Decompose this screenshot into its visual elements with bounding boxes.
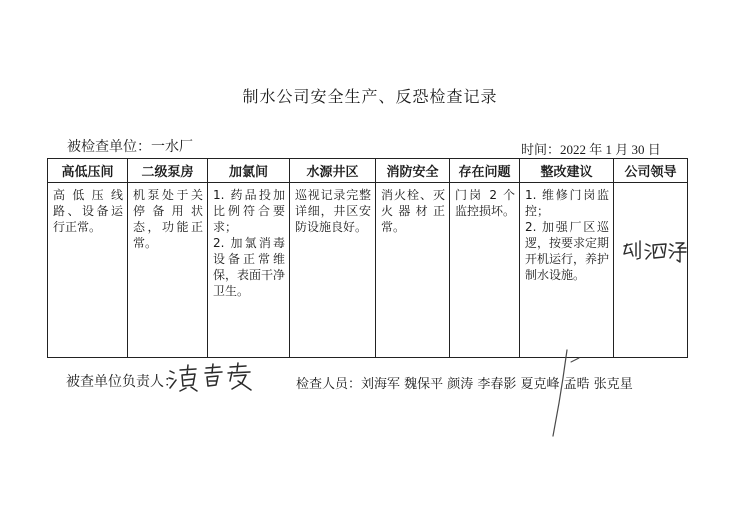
cell-pump-room-text: 机泵处于关停备用状态，功能正常。: [133, 188, 203, 250]
time-label: 时间：: [521, 143, 561, 158]
responsible-person: [66, 371, 178, 391]
inspectors-label: 检查人员：: [296, 377, 362, 392]
inspected-unit-label: 被检查单位：: [67, 139, 151, 155]
cell-well-area-text: 巡视记录完整详细，井区安防设施良好。: [295, 188, 371, 234]
inspection-date: 2022 年 1 月 30 日: [560, 142, 661, 157]
responsible-label: 被查单位负责人：: [66, 374, 178, 390]
cell-hv-lv: [48, 183, 128, 358]
responsible-signature: [166, 361, 266, 393]
header-pump-room: 二级泵房: [128, 159, 208, 183]
header-hv-lv: 高低压间: [48, 159, 128, 183]
header-well-area: 水源井区: [290, 159, 376, 183]
table-header-row: [48, 159, 688, 183]
cell-fire-safety-text: 消火栓、灭火器材正常。: [381, 188, 445, 234]
table-body-row: [48, 183, 688, 358]
inspectors-names: 刘海军 魏保平 颜涛 李春影 夏克峰 孟晧 张克星: [361, 377, 633, 392]
chlorine-item-2: 2. 加氯消毒设备正常维保，表面干净卫生。: [213, 236, 286, 298]
cell-hv-lv-text: 高低压线路、设备运行正常。: [53, 188, 123, 234]
inspection-table: [47, 158, 688, 358]
chlorine-item-1: 1. 药品投加比例符合要求；: [213, 188, 285, 234]
header-leader: 公司领导: [614, 159, 688, 183]
cell-well-area: [290, 183, 376, 358]
leader-signature: [620, 238, 688, 268]
inspected-unit-value: 一水厂: [151, 139, 193, 155]
cell-suggestions: [520, 183, 614, 358]
cell-leader: [614, 183, 688, 358]
cell-problems: [450, 183, 520, 358]
suggestion-item-1: 1. 维修门岗监控；: [525, 188, 609, 218]
inspection-time: [521, 139, 661, 158]
suggestion-item-2: 2. 加强厂区巡逻，按要求定期开机运行，养护制水设施。: [525, 220, 610, 282]
pen-stroke-mark: [549, 348, 619, 438]
header-problems: 存在问题: [450, 159, 520, 183]
document-title: 制水公司安全生产、反恐检查记录: [242, 87, 498, 106]
inspected-unit: [67, 136, 193, 156]
header-fire-safety: 消防安全: [376, 159, 450, 183]
cell-problems-text: 门岗 2 个监控损坏。: [455, 188, 516, 218]
header-chlorine-room: 加氯间: [208, 159, 290, 183]
cell-chlorine-room: [208, 183, 290, 358]
header-suggestions: 整改建议: [520, 159, 614, 183]
cell-fire-safety: [376, 183, 450, 358]
cell-pump-room: [128, 183, 208, 358]
